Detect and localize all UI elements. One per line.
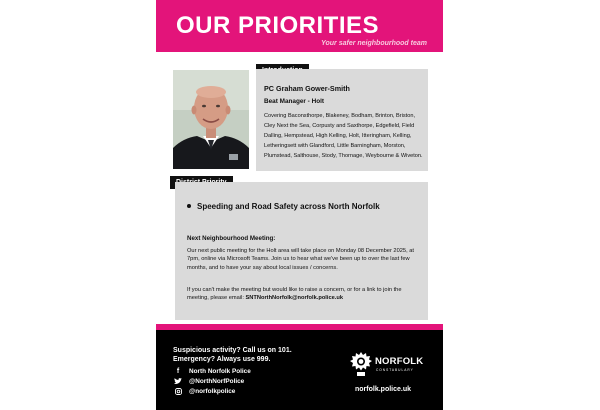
officer-name: PC Graham Gower-Smith bbox=[264, 84, 350, 93]
force-subtitle: CONSTABULARY bbox=[376, 368, 414, 372]
non-emergency-number: 101. bbox=[278, 347, 292, 354]
officer-role: Beat Manager - Holt bbox=[264, 98, 325, 105]
district-priority-panel bbox=[175, 182, 428, 320]
footer bbox=[156, 330, 443, 410]
page-subtitle: Your safer neighbourhood team bbox=[321, 40, 427, 47]
emergency-line: Emergency? Always use 999. bbox=[173, 356, 271, 363]
facebook-icon: f bbox=[176, 368, 180, 375]
priority-item bbox=[187, 202, 380, 212]
website-link[interactable]: norfolk.police.uk bbox=[355, 386, 412, 393]
page-title: OUR PRIORITIES bbox=[176, 12, 380, 39]
social-twitter[interactable]: @NorthNorfPolice bbox=[173, 377, 244, 386]
force-name: NORFOLK bbox=[375, 356, 424, 367]
priority-text: Speeding and Road Safety across North Norfolk bbox=[197, 202, 380, 211]
emergency-number: 999. bbox=[256, 356, 271, 363]
instagram-icon bbox=[173, 387, 183, 396]
header-banner bbox=[156, 0, 443, 52]
contact-paragraph bbox=[187, 286, 423, 303]
priorities-poster bbox=[156, 0, 443, 410]
contact-text: If you can't make the meeting but would like to raise a concern, or for a link to join the meeting, please email: bbox=[187, 287, 402, 302]
social-instagram[interactable]: @norfolkpolice bbox=[173, 387, 235, 396]
introduction-panel bbox=[256, 69, 428, 171]
coverage-text: Covering Baconsthorpe, Blakeney, Bodham, Brinton, Briston, Cley Next the Sea, Corpusty and Saxthorpe, Edgefield, Field Dalling, Hempstead, High Kelling, Holt, Itteringham, Kelling, Letheringsett with Glandford, Little Barningham, Morston, Plumstead, Salthouse, Stody, Thornage, Weybourne & Wiveton. bbox=[264, 113, 423, 159]
non-emergency-line: Suspicious activity? Call us on 101. bbox=[173, 347, 292, 354]
meeting-text: Our next public meeting for the Holt area will take place on Monday 08 December 2025, at 7pm, online via Microsoft Teams. Join us to hear what we've been up to over the last few months, and to have your say about local issues / concerns. bbox=[187, 248, 414, 271]
email-link[interactable]: SNTNorthNorfolk@norfolk.police.uk bbox=[245, 295, 343, 302]
meeting-heading: Next Neighbourhood Meeting: bbox=[187, 235, 276, 242]
bullet-icon bbox=[187, 204, 191, 208]
officer-photo bbox=[173, 70, 249, 169]
police-crest-icon bbox=[350, 351, 372, 377]
social-facebook[interactable]: f North Norfolk Police bbox=[173, 367, 251, 376]
twitter-icon bbox=[173, 377, 183, 386]
